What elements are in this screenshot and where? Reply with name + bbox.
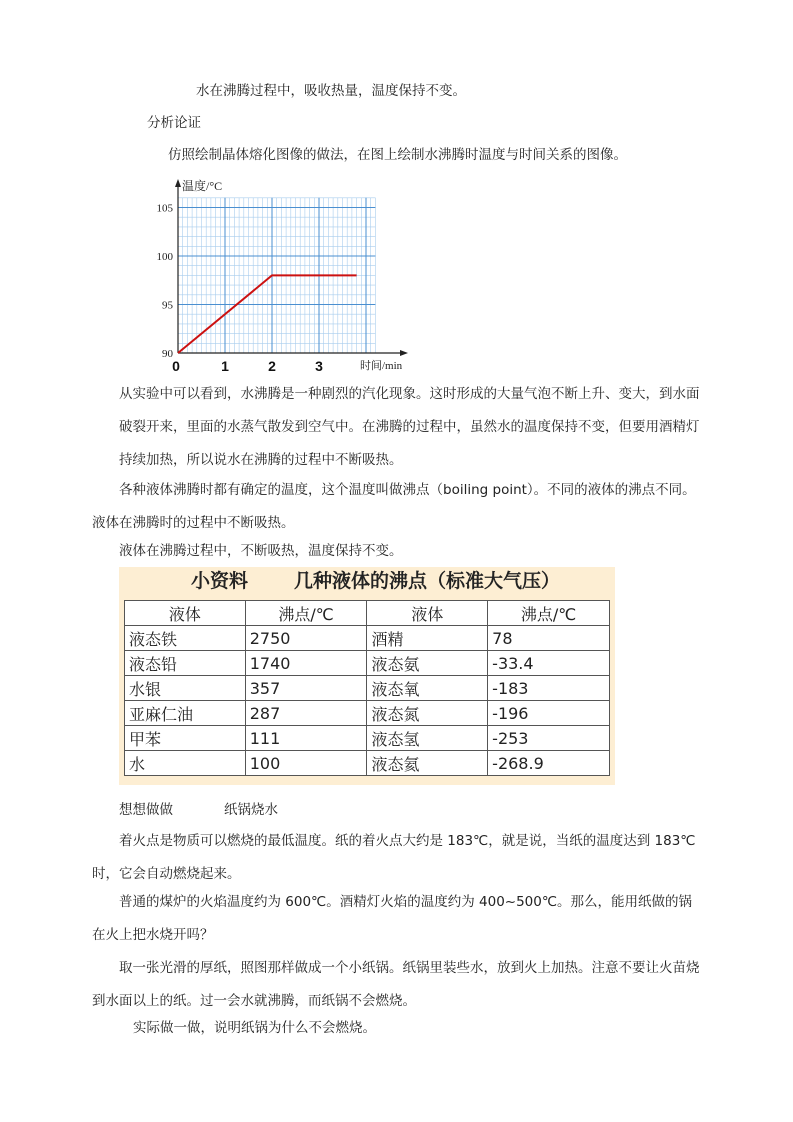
analysis-heading: 分析论证 bbox=[147, 115, 201, 131]
table-title-left: 小资料 bbox=[191, 570, 249, 592]
table-row bbox=[125, 751, 610, 776]
x-tick-label: 0 bbox=[172, 358, 180, 374]
cell: 水银 bbox=[125, 676, 246, 701]
boiling-point-table bbox=[124, 600, 610, 776]
header-boiling-point: 沸点/℃ bbox=[488, 601, 610, 626]
table-title-right: 几种液体的沸点（标准大气压） bbox=[294, 570, 561, 592]
instruction-text: 仿照绘制晶体熔化图像的做法，在图上绘制水沸腾时温度与时间关系的图像。 bbox=[168, 147, 627, 163]
cell: 液态氦 bbox=[367, 751, 488, 776]
y-tick-label: 95 bbox=[162, 299, 173, 312]
x-tick-label: 2 bbox=[268, 358, 276, 374]
header-boiling-point: 沸点/℃ bbox=[245, 601, 367, 626]
y-tick-labels bbox=[157, 203, 174, 361]
paragraph-paper-pot-steps: 取一张光滑的厚纸，照图那样做成一个小纸锅。纸锅里装些水，放到火上加热。注意不要让火苗烧到水面以上的纸。过一会水就沸腾，而纸锅不会燃烧。 bbox=[92, 960, 700, 1009]
cell: 357 bbox=[245, 676, 367, 701]
y-axis-arrow bbox=[175, 179, 181, 187]
table-row bbox=[125, 651, 610, 676]
cell: 78 bbox=[488, 626, 610, 651]
table-header-row bbox=[125, 601, 610, 626]
paragraph-flame-temperature: 普通的煤炉的火焰温度约为 600℃。酒精灯火焰的温度约为 400~500℃。那么，能用纸做的锅在火上把水烧开吗？ bbox=[92, 894, 693, 943]
cell: 亚麻仁油 bbox=[125, 701, 246, 726]
temperature-time-chart bbox=[150, 172, 420, 377]
table-row bbox=[125, 726, 610, 751]
y-tick-label: 105 bbox=[156, 202, 173, 215]
cell: 液态氨 bbox=[367, 651, 488, 676]
cell: -253 bbox=[488, 726, 610, 751]
paragraph-boiling-phenomenon: 从实验中可以看到，水沸腾是一种剧烈的汽化现象。这时形成的大量气泡不断上升、变大，到水面破裂开来，里面的水蒸气散发到空气中。在沸腾的过程中，虽然水的温度保持不变，但要用酒精灯持续加热，所以说水在沸腾的过程中不断吸热。 bbox=[119, 386, 700, 468]
activity-title: 纸锅烧水 bbox=[224, 802, 278, 818]
x-axis-arrow bbox=[400, 350, 408, 356]
cell: 液态铁 bbox=[125, 626, 246, 651]
table-title bbox=[119, 567, 615, 598]
cell: 100 bbox=[245, 751, 367, 776]
cell: 液态铅 bbox=[125, 651, 246, 676]
cell: -196 bbox=[488, 701, 610, 726]
cell: -268.9 bbox=[488, 751, 610, 776]
header-liquid: 液体 bbox=[125, 601, 246, 626]
table-row bbox=[125, 701, 610, 726]
cell: 287 bbox=[245, 701, 367, 726]
cell: 2750 bbox=[245, 626, 367, 651]
cell: 1740 bbox=[245, 651, 367, 676]
x-tick-label: 3 bbox=[315, 358, 323, 374]
boiling-conclusion: 液体在沸腾过程中，不断吸热，温度保持不变。 bbox=[119, 543, 403, 559]
cell: 甲苯 bbox=[125, 726, 246, 751]
boiling-summary-line: 水在沸腾过程中，吸收热量，温度保持不变。 bbox=[196, 83, 466, 99]
cell: 111 bbox=[245, 726, 367, 751]
cell: 液态氮 bbox=[367, 701, 488, 726]
header-liquid: 液体 bbox=[367, 601, 488, 626]
cell: 水 bbox=[125, 751, 246, 776]
y-tick-label: 100 bbox=[156, 251, 173, 263]
cell: 酒精 bbox=[367, 626, 488, 651]
cell: 液态氧 bbox=[367, 676, 488, 701]
table-row bbox=[125, 676, 610, 701]
x-axis-label: 时间/min bbox=[360, 360, 403, 372]
y-tick-label: 90 bbox=[162, 348, 173, 360]
chart-axes bbox=[175, 179, 408, 356]
cell: -183 bbox=[488, 676, 610, 701]
y-axis-label: 温度/°C bbox=[182, 179, 223, 193]
cell: -33.4 bbox=[488, 651, 610, 676]
table-row bbox=[125, 626, 610, 651]
paragraph-boiling-point: 各种液体沸腾时都有确定的温度，这个温度叫做沸点（boiling point）。不同的液体的沸点不同。液体在沸腾时的过程中不断吸热。 bbox=[92, 482, 696, 531]
x-tick-labels bbox=[172, 358, 323, 374]
boiling-point-table-card bbox=[119, 567, 615, 785]
cell: 液态氢 bbox=[367, 726, 488, 751]
final-question: 实际做一做，说明纸锅为什么不会燃烧。 bbox=[133, 1020, 376, 1036]
x-tick-label: 1 bbox=[221, 358, 229, 374]
paragraph-ignition-point: 着火点是物质可以燃烧的最低温度。纸的着火点大约是 183℃，就是说，当纸的温度达到 183℃时，它会自动燃烧起来。 bbox=[92, 833, 696, 882]
activity-label: 想想做做 bbox=[119, 802, 173, 818]
